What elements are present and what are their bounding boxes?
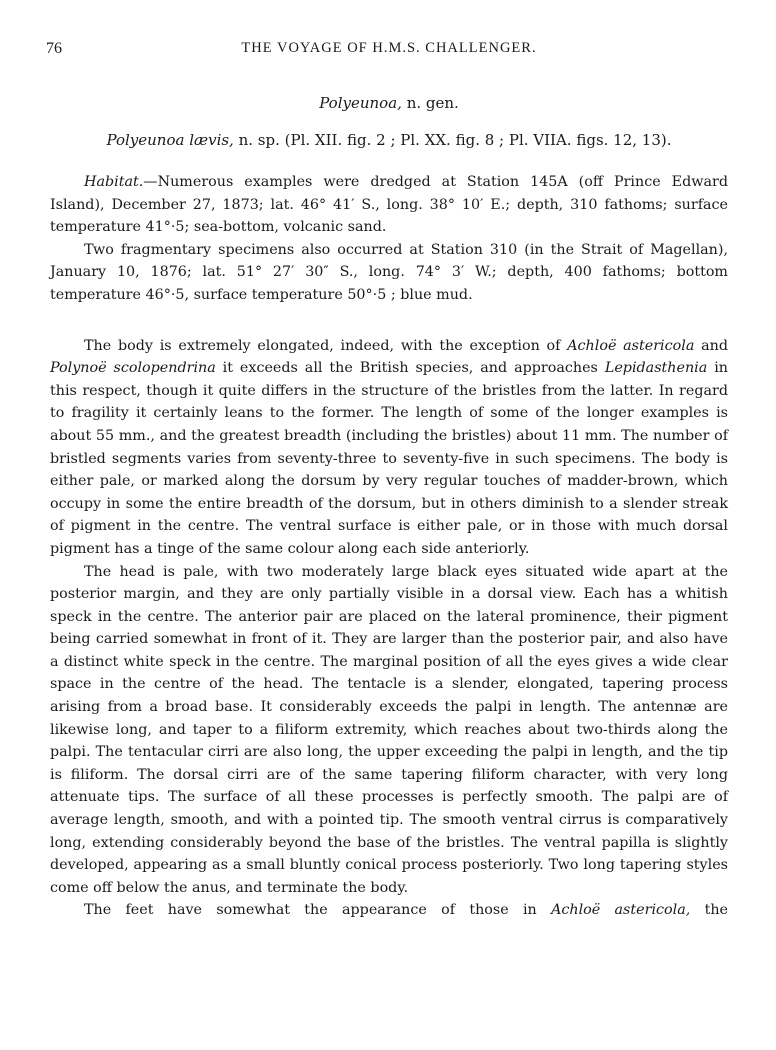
p1-text-c: it exceeds all the British species, and approaches <box>215 360 605 377</box>
p1-text-b: and <box>694 337 728 354</box>
genus-name: Polyeunoa, <box>319 94 402 112</box>
body-paragraph-3 <box>50 899 728 922</box>
species-heading <box>50 131 728 149</box>
habitat-label: Habitat. <box>84 174 144 190</box>
running-title: THE VOYAGE OF H.M.S. CHALLENGER. <box>241 40 537 56</box>
running-head <box>46 40 728 64</box>
p1-taxon-3: Lepidasthenia <box>604 360 708 377</box>
page-number: 76 <box>46 40 62 57</box>
p3-taxon: Achloë astericola, <box>551 902 691 919</box>
body-paragraph-1 <box>50 335 728 561</box>
p1-text-a: The body is extremely elongated, indeed, with the exception of <box>84 337 568 354</box>
p1-taxon-1: Achloë astericola <box>567 337 695 354</box>
p3-text-a: The feet have somewhat the appearance of those in <box>84 902 552 919</box>
species-name: Polyeunoa lævis, <box>106 131 234 149</box>
habitat-paragraph-2: Two fragmentary specimens also occurred at Station 310 (in the Strait of Magellan), January 10, 1876; lat. 51° 27′ 30″ S., long. 74° 3′ W.; depth, 400 fathoms; bottom temperature 46°·5, surface temperature 50°·5 ; blue mud. <box>50 241 728 303</box>
p1-taxon-2: Polynoë scolopendrina <box>50 360 216 377</box>
p3-text-b: the <box>690 902 728 919</box>
genus-note: n. gen. <box>401 94 459 112</box>
habitat-text: —Numerous examples were dredged at Station 145A (off Prince Edward Island), December 27, 1873; lat. 46° 41′ S., long. 38° 10′ E.; depth, 310 fathoms; surface temperature 41°·5; sea-bottom, volcanic sand. <box>50 174 728 236</box>
document-page <box>46 40 728 922</box>
p1-text-d: in this respect, though it quite differs in the structure of the bristles from the latter. In regard to fragility it certainly leans to the former. The length of some of the longer examples is about 55 mm., and the greatest breadth (including the bristles) about 11 mm. The number of bristled segments varies from seventy-three to seventy-five in such specimens. The body is either pale, or marked along the dorsum by very regular touches of madder-brown, which occupy in some the entire breadth of the dorsum, but in others diminish to a slender streak of pigment in the centre. The ventral surface is either pale, or in those with much dorsal pigment has a tinge of the same colour along each side anteriorly. <box>50 360 728 557</box>
species-note: n. sp. (Pl. XII. fig. 2 ; Pl. XX. fig. 8 ; Pl. VIIA. figs. 12, 13). <box>233 131 672 149</box>
habitat-paragraph <box>50 171 728 239</box>
genus-heading <box>50 94 728 112</box>
body-paragraph-2: The head is pale, with two moderately large black eyes situated wide apart at the posterior margin, and they are only partially visible in a dorsal view. Each has a whitish speck in the centre. The anterior pair are placed on the lateral prominence, their pigment being carried somewhat in front of it. They are larger than the posterior pair, and also have a distinct white speck in the centre. The marginal position of all the eyes gives a wide clear space in the centre of the head. The tentacle is a slender, elongated, tapering process arising from a broad base. It considerably exceeds the palpi in length. The antennæ are likewise long, and taper to a filiform extremity, which reaches about two-thirds along the palpi. The tentacular cirri are also long, the upper exceeding the palpi in length, and the tip is filiform. The dorsal cirri are of the same tapering filiform character, with very long attenuate tips. The surface of all these processes is perfectly smooth. The palpi are of average length, smooth, and with a pointed tip. The smooth ventral cirrus is comparatively long, extending considerably beyond the base of the bristles. The ventral papilla is slightly developed, appearing as a small bluntly conical process posteriorly. Two long tapering styles come off below the anus, and terminate the body. <box>50 563 728 896</box>
